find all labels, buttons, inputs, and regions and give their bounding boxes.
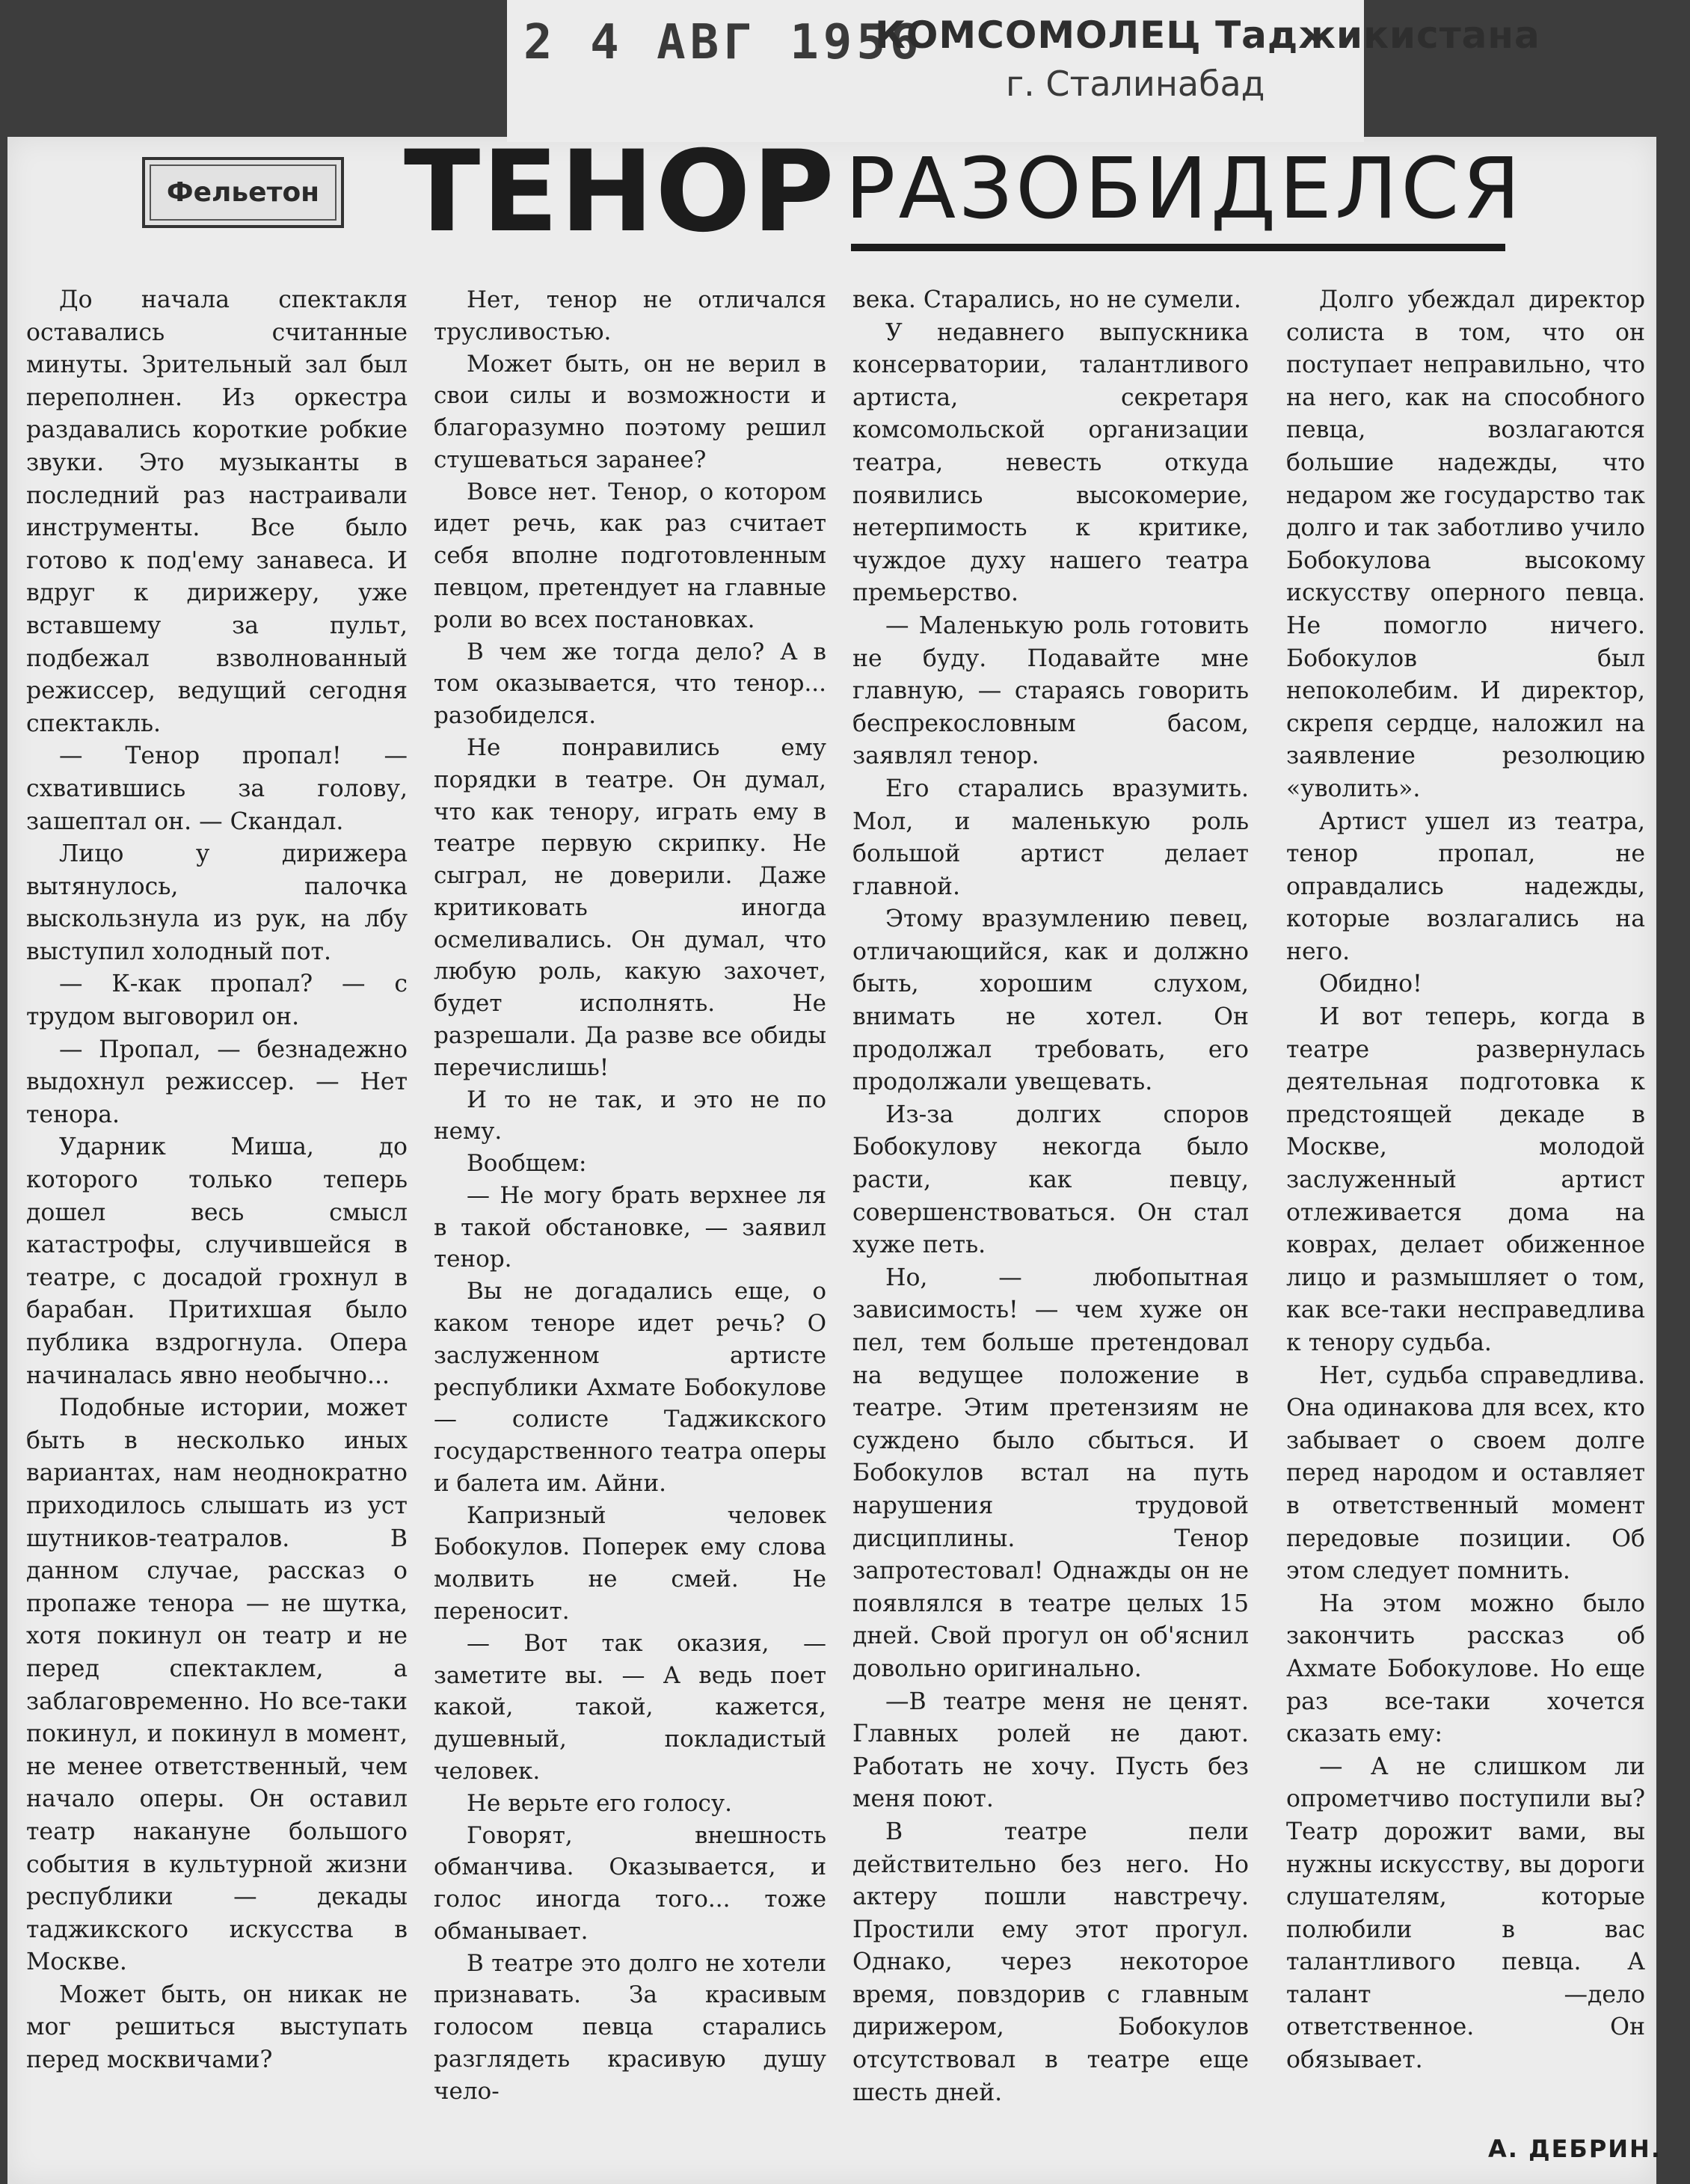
column-1 [26,284,408,2077]
paragraph: Может быть, он не верил в свои силы и возможности и благоразумно поэтому решил стушеваться заранее? [434,350,826,473]
paragraph: И то не так, и это не по нему. [434,1086,826,1145]
paragraph: В театре пели действительно без него. Но актеру пошли навстречу. Простили ему этот прогул. Однако, через некоторое время, повздорив с главным дирижером, Бобокулов отсутствовал в театре еще шесть дней. [852,1818,1249,2106]
paragraph: Нет, судьба справедлива. Она одинакова для всех, кто забывает о своем долге перед народом и оставляет в ответственный момент передовые позиции. Об этом следует помнить. [1286,1362,1645,1585]
paragraph: У недавнего выпускника консерватории, талантливого артиста, секретаря комсомольской организации театра, невесть откуда появились высокомерие, нетерпимость к критике, чуждое духу нашего театра премьерство. [852,319,1249,607]
author-signature: А. ДЕБРИН. [1488,2135,1662,2163]
paragraph: Капризный человек Бобокулов. Поперек ему слова молвить не смей. Не переносит. [434,1501,826,1625]
column-2 [434,284,826,2108]
rubric-label: Фельетон [142,157,344,228]
paragraph: На этом можно было закончить рассказ об Ахмате Бобокулове. Но еще раз все-таки хочется сказать ему: [1286,1590,1645,1748]
stamp-newspaper-name: КОМСОМОЛЕЦ Таджикистана [875,13,1540,57]
paragraph: Его старались вразумить. Мол, и маленькую роль большой артист делает главной. [852,775,1249,900]
paragraph: Говорят, внешность обманчива. Оказывается, и голос иногда того... тоже обманывает. [434,1821,826,1945]
article-headline [404,127,1555,262]
paragraph: — Пропал, — безнадежно выдохнул режиссер. — Нет тенора. [26,1036,408,1128]
paragraph: — Тенор пропал! — схватившись за голову, зашептал он. — Скандал. [26,742,408,835]
paragraph: — Вот так оказия, — заметите вы. — А ведь поет какой, такой, кажется, душевный, покладистый человек. [434,1629,826,1785]
headline-word-1: ТЕНОР [404,127,836,257]
paragraph: Обидно! [1319,971,1422,998]
paragraph: — А не слишком ли опрометчиво поступили вы? Театр дорожит вами, вы нужны искусству, вы дороги слушателям, которые полюбили в вас талантливого певца. А талант —дело ответственное. Он обязывает. [1286,1753,1645,2074]
paragraph: века. Старались, но не сумели. [852,286,1241,313]
paragraph: Долго убеждал директор солиста в том, что он поступает неправильно, что на него, как на способного певца, возлагаются большие надежды, что недаром же государство так долго и так заботливо учило Бобокулова высокому искусству оперного певца. Не помогло ничего. Бобокулов был непоколебим. И директор, скрепя сердце, наложил на заявление резолюцию «уволить». [1286,286,1645,802]
headline-word-2: РАЗОБИДЕЛСЯ [845,141,1524,238]
paragraph: В чем же тогда дело? А в том оказывается, что тенор... разобиделся. [434,638,826,730]
paragraph: Подобные истории, может быть в несколько иных вариантах, нам неоднократно приходилось слышать из уст шутников-театралов. В данном случае, рассказ о пропаже тенора — не шутка, хотя покинул он театр и не перед спектаклем, а заблаговременно. Но все-таки покинул, и покинул в момент, не менее ответственный, чем начало оперы. Он оставил театр накануне большого события в культурной жизни республики — декады таджикского искусства в Москве. [26,1394,408,1976]
paragraph: Не верьте его голосу. [467,1789,732,1817]
paragraph: Лицо у дирижера вытянулось, палочка выскользнула из рук, на лбу выступил холодный пот. [26,840,408,965]
paragraph: Нет, тенор не отличался трусливостью. [434,286,826,345]
headline-underline [851,244,1505,251]
column-3 [852,284,1249,2109]
stamp-city: г. Сталинабад [1006,64,1265,104]
paragraph: Может быть, он никак не мог решиться выступать перед москвичами? [26,1981,408,2074]
column-4 [1286,284,1645,2077]
paragraph: — К-как пропал? — с трудом выговорил он. [26,971,408,1031]
stamp-date: 2 4 АВГ 1956 [523,15,924,70]
paragraph: До начала спектакля оставались считанные минуты. Зрительный зал был переполнен. Из оркестра раздавались короткие робкие звуки. Это музыканты в последний раз настраивали инструменты. Все было готово к под'ему занавеса. И вдруг к дирижеру, уже вставшему за пульт, подбежал взволнованный режиссер, ведущий сегодня спектакль. [26,286,408,737]
paragraph: —В театре меня не ценят. Главных ролей не дают. Работать не хочу. Пусть без меня поют. [852,1688,1249,1813]
paragraph: Вы не догадались еще, о каком теноре идет речь? О заслуженном артисте республики Ахмате Бобокулове — солисте Таджикского государственного театра оперы и балета им. Айни. [434,1278,826,1497]
paragraph: Этому вразумлению певец, отличающийся, как и должно быть, хорошим слухом, внимать не хотел. Он продолжал требовать, его продолжали увещевать. [852,905,1249,1096]
paragraph: — Не могу брать верхнее ля в такой обстановке, — заявил тенор. [434,1181,826,1273]
paragraph: И вот теперь, когда в театре развернулась деятельная подготовка к предстоящей декаде в Москве, молодой заслуженный артист отлеживается дома на коврах, делает обиженное лицо и размышляет о том, как все-таки несправедлива к тенору судьба. [1286,1003,1645,1356]
paragraph: Не понравились ему порядки в театре. Он думал, что как тенору, играть ему в театре первую скрипку. Не сыграл, не доверили. Даже критиковать иногда осмеливались. Он думал, что любую роль, какую захочет, будет исполнять. Не разрешали. Да разве все обиды перечислишь! [434,733,826,1081]
paragraph: Ударник Миша, до которого только теперь дошел весь смысл катастрофы, случившейся в театре, с досадой грохнул в барабан. Притихшая было публика вздрогнула. Опера начиналась явно необычно... [26,1133,408,1389]
paragraph: — Маленькую роль готовить не буду. Подавайте мне главную, — стараясь говорить беспрекословным басом, заявлял тенор. [852,612,1249,770]
paragraph: Но, — любопытная зависимость! — чем хуже он пел, тем больше претендовал на ведущее положение в театре. Этим претензиям не суждено было сбыться. И Бобокулов встал на путь нарушения трудовой дисциплины. Тенор запротестовал! Однажды он не появлялся в театре целых 15 дней. Свой прогул он об'яснил довольно оригинально. [852,1264,1249,1682]
paragraph: В театре это долго не хотели признавать. За красивым голосом певца старались разглядеть красивую душу чело- [434,1949,826,2105]
paragraph: Из-за долгих споров Бобокулову некогда было расти, как певцу, совершенствоваться. Он стал хуже петь. [852,1101,1249,1259]
paragraph: Вовсе нет. Тенор, о котором идет речь, как раз считает себя вполне подготовленным певцом, претендует на главные роли во всех постановках. [434,478,826,633]
paragraph: Артист ушел из театра, тенор пропал, не оправдались надежды, которые возлагались на него. [1286,808,1645,965]
paragraph: Вообщем: [467,1150,587,1178]
